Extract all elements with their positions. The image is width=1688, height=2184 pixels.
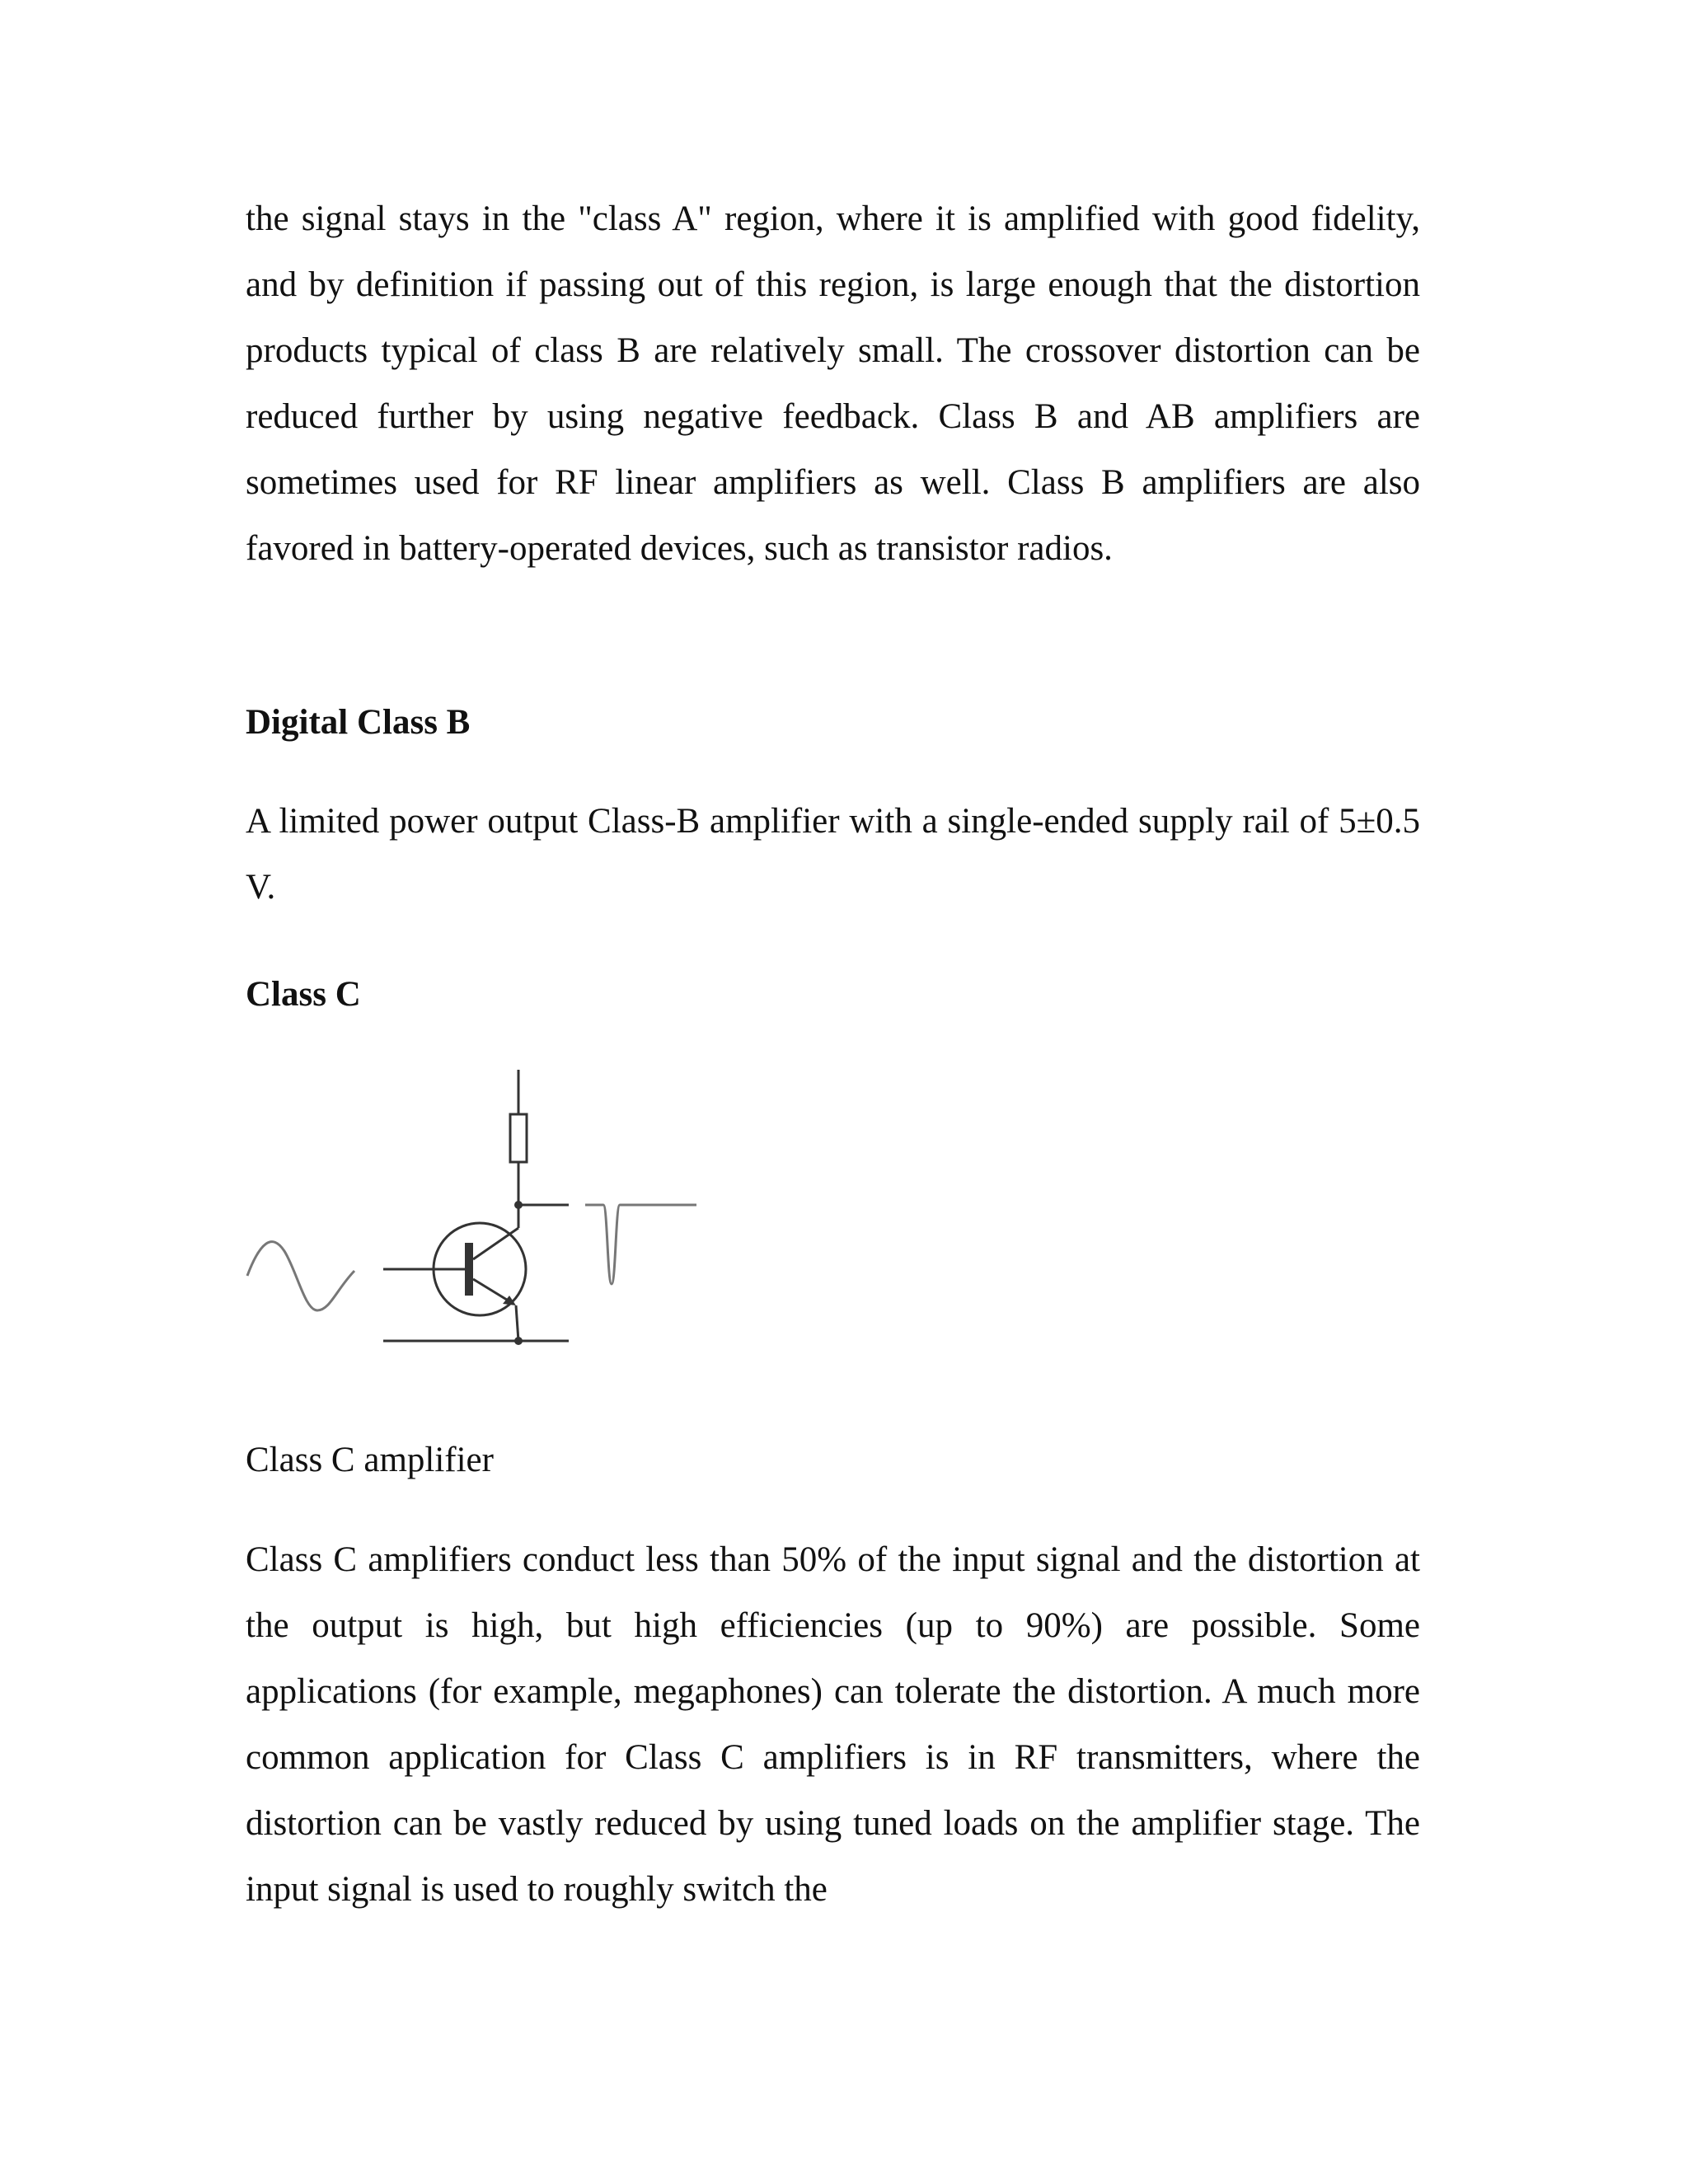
output-pulse-waveform bbox=[585, 1205, 696, 1284]
transistor-collector bbox=[473, 1228, 518, 1259]
transistor-base-bar bbox=[465, 1243, 473, 1296]
paragraph-digital-class-b: A limited power output Class-B amplifier with a single-ended supply rail of 5±0.5 V. bbox=[246, 802, 1420, 907]
heading-class-c: Class C bbox=[246, 975, 361, 1014]
class-c-amplifier-schematic bbox=[239, 1063, 717, 1360]
collector-resistor bbox=[510, 1114, 527, 1162]
emitter-lead bbox=[516, 1305, 518, 1341]
input-sine-wave bbox=[247, 1242, 354, 1310]
figure-caption: Class C amplifier bbox=[246, 1441, 494, 1479]
paragraph-class-c: Class C amplifiers conduct less than 50% of the input signal and the distortion at the output is high, but high efficiencies (up to 90%) are possible. Some applications (for example, megaphones) can tolerate the distortion. A much more common application for Class C amplifiers is in RF transmitters, where the distortion can be vastly reduced by using tuned loads on the amplifier stage. The input signal is used to roughly switch the bbox=[246, 1540, 1420, 1909]
heading-digital-class-b: Digital Class B bbox=[246, 703, 471, 742]
paragraph-class-b-continuation: the signal stays in the "class A" region, where it is amplified with good fidelity, and by definition if passing out of this region, is large enough that the distortion products typical of class B are relatively small. The crossover distortion can be reduced further by using negative feedback. Class B and AB amplifiers are sometimes used for RF linear amplifiers as well. Class B amplifiers are also favored in battery-operated devices, such as transistor radios. bbox=[246, 199, 1420, 568]
